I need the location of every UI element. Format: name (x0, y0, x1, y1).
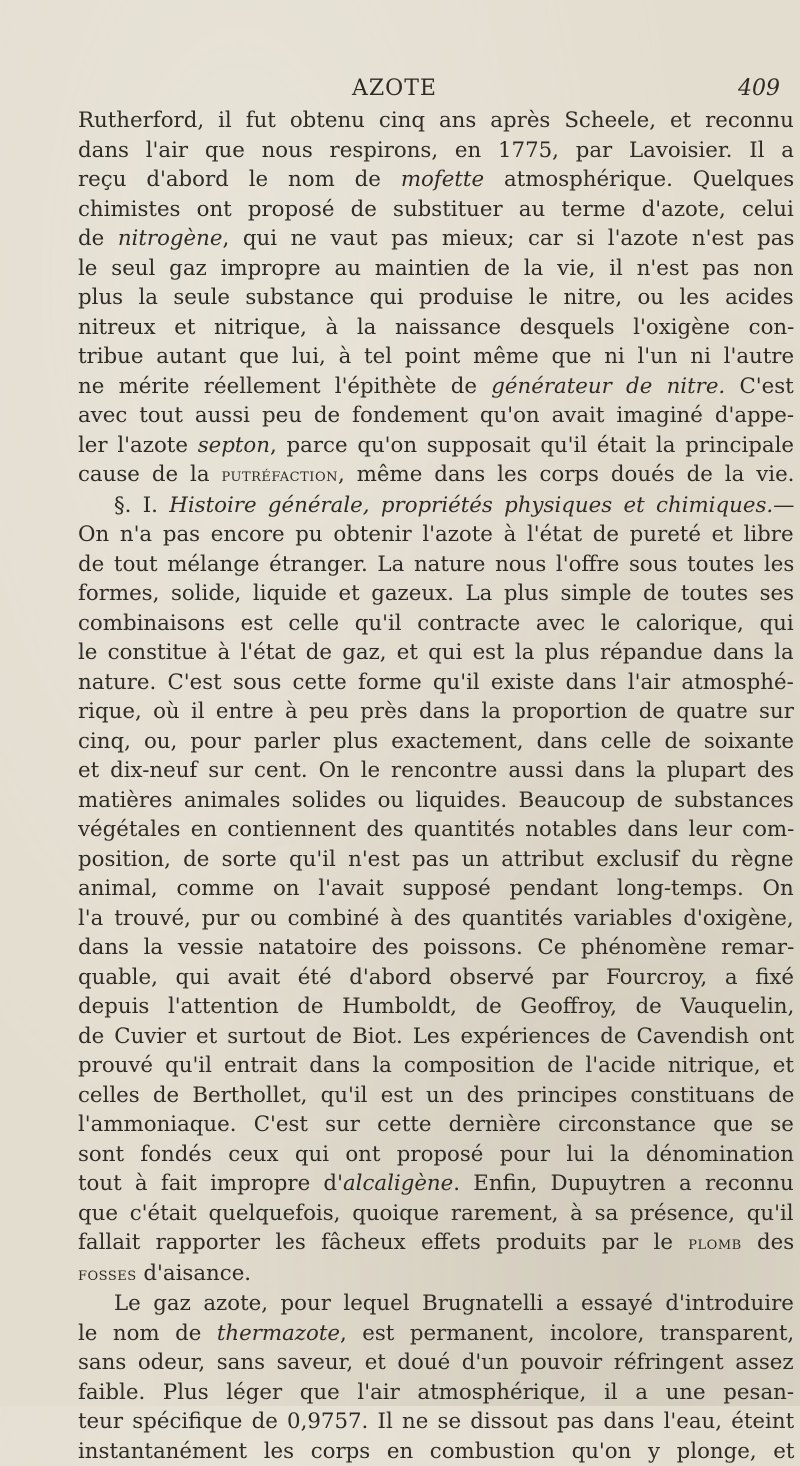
text-line (78, 224, 794, 254)
body-text (78, 106, 794, 1466)
text-run: nature. C'est sous cette forme qu'il existe dans l'air atmosphé- (78, 670, 794, 695)
text-line (78, 106, 794, 136)
text-line (78, 756, 794, 786)
text-run: , parce qu'on supposait qu'il était la principale (270, 433, 794, 458)
text-line (78, 1199, 794, 1229)
italic-term: générateur de nitre. (491, 374, 725, 399)
text-run: dans la vessie natatoire des poissons. Ce phénomène remar- (78, 935, 794, 960)
text-line (78, 1378, 794, 1408)
text-line (78, 1051, 794, 1081)
text-run: ne mérite réellement l'épithète de (78, 374, 491, 399)
text-line (78, 520, 794, 550)
text-line (78, 136, 794, 166)
text-run: fallait rapporter les fâcheux effets produits par le (78, 1230, 688, 1255)
text-run: instantanément les corps en combustion qu'on y plonge, et (78, 1439, 794, 1464)
text-run: matières animales solides ou liquides. Beaucoup de substances (78, 788, 794, 813)
text-run: tribue autant que lui, à tel point même que ni l'un ni l'autre (78, 344, 794, 369)
text-run: §. I. (114, 493, 169, 518)
text-run: des (742, 1230, 795, 1255)
text-line (78, 815, 794, 845)
text-run: . Enfin, Dupuytren a reconnu (453, 1171, 793, 1196)
text-run: celles de Berthollet, qu'il est un des principes constituans de (78, 1083, 794, 1108)
text-line (78, 431, 794, 461)
text-run: cause de la (78, 462, 221, 487)
text-line (78, 460, 794, 491)
italic-term: nitrogène (118, 226, 223, 251)
text-line (78, 609, 794, 639)
text-run: le nom de (78, 1321, 217, 1346)
small-caps-term: putréfaction (221, 465, 338, 486)
text-line (78, 1228, 794, 1259)
text-run: avec tout aussi peu de fondement qu'on avait imaginé d'appe- (78, 403, 794, 428)
text-run: l'a trouvé, pur ou combiné à des quantités variables d'oxigène, (78, 906, 794, 931)
small-caps-term: plomb (688, 1233, 741, 1254)
text-line (78, 963, 794, 993)
text-run: combinaisons est celle qu'il contracte avec le calorique, qui (78, 611, 794, 636)
text-line (78, 845, 794, 875)
running-title: AZOTE (352, 76, 437, 101)
text-run: le seul gaz impropre au maintien de la vie, il n'est pas non (78, 256, 794, 281)
text-run: végétales en contiennent des quantités notables dans leur com- (78, 817, 794, 842)
text-run: que c'était quelquefois, quoique rarement, à sa présence, qu'il (78, 1201, 794, 1226)
italic-term: mofette (401, 167, 484, 192)
text-run: plus la seule substance qui produise le nitre, ou les acides (78, 285, 794, 310)
text-run: reçu d'abord le nom de (78, 167, 401, 192)
italic-term: Histoire générale, propriétés physiques et chimiques. (169, 493, 773, 518)
text-run: de tout mélange étranger. La nature nous l'offre sous toutes les (78, 552, 794, 577)
text-line (78, 579, 794, 609)
text-line (78, 1289, 794, 1319)
text-run: ler l'azote (78, 433, 198, 458)
text-run: , même dans les corps doués de la vie. (338, 462, 794, 487)
text-line (78, 313, 794, 343)
text-line (78, 401, 794, 431)
text-run: d'aisance. (137, 1261, 251, 1286)
text-run: nitreux et nitrique, à la naissance desquels l'oxigène con- (78, 315, 794, 340)
text-line (78, 254, 794, 284)
text-run: dans l'air que nous respirons, en 1775, par Lavoisier. Il a (78, 138, 794, 163)
text-line (78, 342, 794, 372)
text-line (78, 668, 794, 698)
italic-term: alcaligène (343, 1171, 453, 1196)
text-run: , qui ne vaut pas mieux; car si l'azote n'est pas (222, 226, 794, 251)
text-run: cinq, ou, pour parler plus exactement, dans celle de soixante (78, 729, 794, 754)
text-line (78, 1348, 794, 1378)
text-line (78, 992, 794, 1022)
italic-term: thermazote (217, 1321, 340, 1346)
text-line (78, 638, 794, 668)
text-run: atmosphérique. Quelques (484, 167, 794, 192)
text-line (78, 372, 794, 402)
text-run: prouvé qu'il entrait dans la composition de l'acide nitrique, et (78, 1053, 794, 1078)
text-run: Le gaz azote, pour lequel Brugnatelli a essayé d'introduire (114, 1291, 794, 1316)
page-number: 409 (738, 76, 780, 101)
text-line (78, 1407, 794, 1437)
text-run: et dix-neuf sur cent. On le rencontre aussi dans la plupart des (78, 758, 794, 783)
text-run: sans odeur, sans saveur, et doué d'un pouvoir réfringent assez (78, 1350, 794, 1375)
text-run: formes, solide, liquide et gazeux. La plus simple de toutes ses (78, 581, 794, 606)
text-line (78, 786, 794, 816)
text-line (78, 1022, 794, 1052)
text-run: — (773, 493, 794, 518)
text-run: On n'a pas encore pu obtenir l'azote à l'état de pureté et libre (78, 522, 794, 547)
text-line (78, 195, 794, 225)
text-run: de (78, 226, 118, 251)
text-run: quable, qui avait été d'abord observé par Fourcroy, a fixé (78, 965, 794, 990)
text-run: C'est (725, 374, 794, 399)
text-line (78, 727, 794, 757)
text-run: animal, comme on l'avait supposé pendant long-temps. On (78, 876, 794, 901)
text-line (78, 1081, 794, 1111)
text-line (78, 165, 794, 195)
text-run: l'ammoniaque. C'est sur cette dernière circonstance que se (78, 1112, 794, 1137)
text-run: sont fondés ceux qui ont proposé pour lui la dénomination (78, 1142, 794, 1167)
text-line (78, 697, 794, 727)
text-line (78, 550, 794, 580)
text-run: position, de sorte qu'il n'est pas un attribut exclusif du règne (78, 847, 794, 872)
text-run: depuis l'attention de Humboldt, de Geoffroy, de Vauquelin, (78, 994, 794, 1019)
text-line (78, 1319, 794, 1349)
text-line (78, 1140, 794, 1170)
text-line (78, 1110, 794, 1140)
text-line (78, 874, 794, 904)
text-run: teur spécifique de 0,9757. Il ne se dissout pas dans l'eau, éteint (78, 1409, 794, 1434)
text-run: , est permanent, incolore, transparent, (340, 1321, 794, 1346)
text-run: Rutherford, il fut obtenu cinq ans après Scheele, et reconnu (78, 108, 794, 133)
text-run: de Cuvier et surtout de Biot. Les expériences de Cavendish ont (78, 1024, 794, 1049)
text-line (78, 904, 794, 934)
text-run: le constitue à l'état de gaz, et qui est la plus répandue dans la (78, 640, 794, 665)
page-header (0, 76, 800, 106)
text-run: faible. Plus léger que l'air atmosphérique, il a une pesan- (78, 1380, 794, 1405)
text-line (78, 933, 794, 963)
text-line (78, 283, 794, 313)
italic-term: septon (198, 433, 270, 458)
text-line (78, 1437, 794, 1466)
text-line (78, 491, 794, 521)
small-caps-term: fosses (78, 1264, 137, 1285)
text-line (78, 1259, 794, 1290)
text-run: rique, où il entre à peu près dans la proportion de quatre sur (78, 699, 794, 724)
text-run: tout à fait impropre d' (78, 1171, 343, 1196)
text-run: chimistes ont proposé de substituer au terme d'azote, celui (78, 197, 794, 222)
text-line (78, 1169, 794, 1199)
